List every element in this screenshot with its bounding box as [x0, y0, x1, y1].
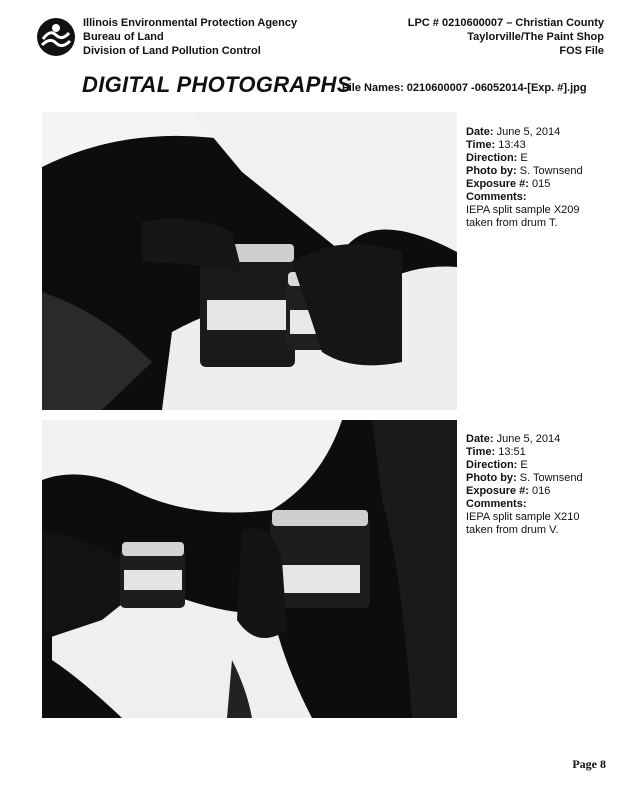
date-row — [466, 433, 583, 446]
direction-row — [466, 152, 583, 165]
exposure-value: 015 — [532, 178, 551, 190]
iepa-logo — [36, 17, 76, 57]
exposure-row — [466, 178, 583, 191]
page-number: Page 8 — [572, 757, 606, 771]
time-row — [466, 446, 583, 459]
direction-row — [466, 459, 583, 472]
photo-2 — [42, 420, 457, 718]
comment-line: IEPA split sample X210 — [466, 511, 580, 523]
site-block — [408, 16, 604, 58]
direction-value: E — [520, 459, 528, 471]
file-type: FOS File — [559, 45, 604, 57]
bureau-name: Bureau of Land — [83, 31, 164, 43]
time-label: Time: — [466, 139, 496, 151]
document-title: DIGITAL PHOTOGRAPHS — [82, 72, 352, 97]
date-value: June 5, 2014 — [496, 433, 561, 445]
photo-by-value: S. Townsend — [519, 165, 583, 177]
site-name: Taylorville/The Paint Shop — [467, 31, 604, 43]
date-value: June 5, 2014 — [496, 126, 561, 138]
photo-by-row — [466, 472, 583, 485]
date-row — [466, 126, 583, 139]
direction-label: Direction: — [466, 459, 518, 471]
comments-label-text: Comments: — [466, 191, 527, 203]
comments-label — [466, 191, 583, 204]
photo-1 — [42, 112, 457, 410]
agency-name: Illinois Environmental Protection Agency — [83, 17, 298, 29]
time-value: 13:43 — [498, 139, 526, 151]
date-label: Date: — [466, 126, 494, 138]
comment-line: taken from drum T. — [466, 217, 558, 229]
exposure-label: Exposure #: — [466, 485, 529, 497]
exposure-row — [466, 485, 583, 498]
photo-by-label: Photo by: — [466, 165, 517, 177]
comment-line: IEPA split sample X209 — [466, 204, 580, 216]
date-label: Date: — [466, 433, 494, 445]
comments-label — [466, 498, 583, 511]
division-name: Division of Land Pollution Control — [83, 45, 261, 57]
photo-by-label: Photo by: — [466, 472, 517, 484]
comments-label-text: Comments: — [466, 498, 527, 510]
time-value: 13:51 — [498, 446, 526, 458]
file-names: File Names: 0210600007 -06052014-[Exp. #].jpg — [342, 82, 587, 94]
photo-2-details — [466, 433, 583, 537]
direction-label: Direction: — [466, 152, 518, 164]
exposure-value: 016 — [532, 485, 551, 497]
time-label: Time: — [466, 446, 496, 458]
photo-by-row — [466, 165, 583, 178]
photo-1-details — [466, 126, 583, 230]
lpc-number: LPC # 0210600007 – Christian County — [407, 17, 604, 29]
agency-block — [83, 16, 297, 58]
direction-value: E — [520, 152, 528, 164]
comment-line: taken from drum V. — [466, 524, 559, 536]
exposure-label: Exposure #: — [466, 178, 529, 190]
photo-by-value: S. Townsend — [519, 472, 583, 484]
time-row — [466, 139, 583, 152]
